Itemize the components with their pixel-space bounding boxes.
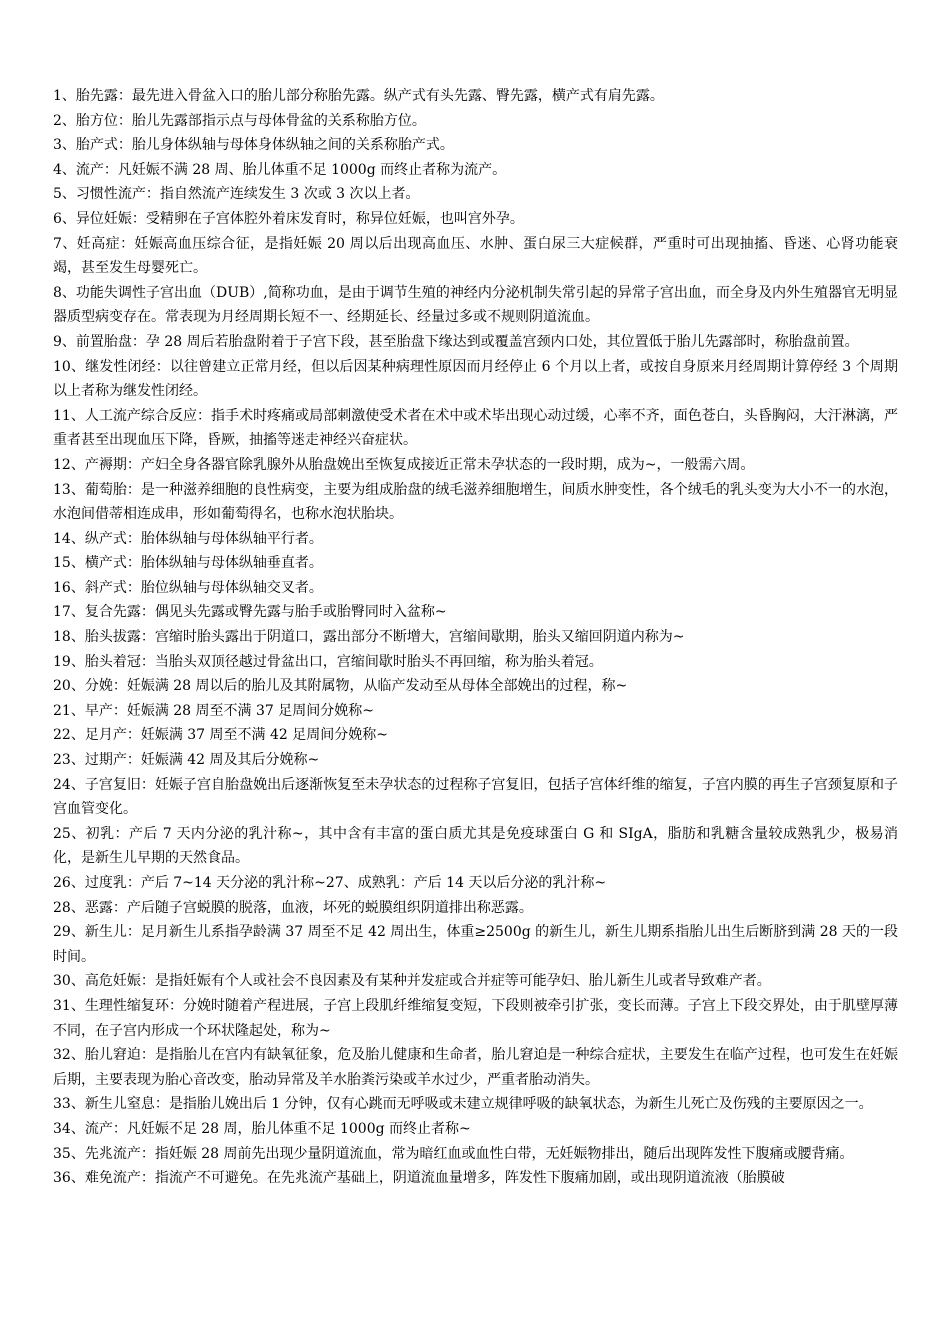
definition-item: 33、新生儿窒息：是指胎儿娩出后 1 分钟，仅有心跳而无呼吸或未建立规律呼吸的缺氧状态，为新生儿死亡及伤残的主要原因之一。 <box>53 1096 873 1113</box>
definition-item: 13、葡萄胎：是一种滋养细胞的良性病变，主要为组成胎盘的绒毛滋养细胞增生，间质水肿变性，各个绒毛的乳头变为大小不一的水泡，水泡间借蒂相连成串，形如葡萄得名，也称水泡状胎块。 <box>53 481 898 523</box>
definition-item: 29、新生儿：足月新生儿系指孕龄满 37 周至不足 42 周出生，体重≥2500g 的新生儿，新生儿期系指胎儿出生后断脐到满 28 天的一段时间。 <box>53 924 898 965</box>
definition-item: 22、足月产：妊娠满 37 周至不满 42 足周间分娩称~ <box>53 727 388 744</box>
definition-item: 9、前置胎盘：孕 28 周后若胎盘附着于子宫下段，甚至胎盘下缘达到或覆盖宫颈内口处，其位置低于胎儿先露部时，称胎盘前置。 <box>53 333 859 350</box>
definition-item: 36、难免流产：指流产不可避免。在先兆流产基础上，阴道流血量增多，阵发性下腹痛加剧，或出现阴道流液（胎膜破 <box>53 1170 785 1187</box>
definition-item: 28、恶露：产后随子宫蜕膜的脱落，血液，坏死的蜕膜组织阴道排出称恶露。 <box>53 899 533 916</box>
definition-item: 17、复合先露：偶见头先露或臀先露与胎手或胎臀同时入盆称~ <box>53 604 447 621</box>
definition-item: 31、生理性缩复环：分娩时随着产程进展，子宫上段肌纤维缩复变短，下段则被牵引扩张，变长而薄。子宫上下段交界处，由于肌壁厚薄不同，在子宫内形成一个环状隆起处，称为~ <box>53 997 898 1039</box>
definition-item: 20、分娩：妊娠满 28 周以后的胎儿及其附属物，从临产发动至从母体全部娩出的过程，称~ <box>53 678 628 695</box>
definition-item: 1、胎先露：最先进入骨盆入口的胎儿部分称胎先露。纵产式有头先露、臀先露，横产式有肩先露。 <box>53 88 664 104</box>
definition-item: 14、纵产式：胎体纵轴与母体纵轴平行者。 <box>53 530 323 547</box>
definition-item: 16、斜产式：胎位纵轴与母体纵轴交叉者。 <box>53 579 323 596</box>
definition-item: 6、异位妊娠：受精卵在子宫体腔外着床发育时，称异位妊娠，也叫宫外孕。 <box>53 210 524 227</box>
definition-item: 32、胎儿窘迫：是指胎儿在宫内有缺氧征象，危及胎儿健康和生命者，胎儿窘迫是一种综合症状，主要发生在临产过程，也可发生在妊娠后期，主要表现为胎心音改变，胎动异常及羊水胎粪污染或羊水过少，严重者胎动消失。 <box>53 1047 898 1088</box>
definition-item: 15、横产式：胎体纵轴与母体纵轴垂直者。 <box>53 555 323 572</box>
definition-item: 23、过期产：妊娠满 42 周及其后分娩称~ <box>53 752 320 769</box>
definition-item: 8、功能失调性子宫出血（DUB）,简称功血，是由于调节生殖的神经内分泌机制失常引起的异常子宫出血，而全身及内外生殖器官无明显器质型病变存在。常表现为月经周期长短不一、经期延长、经量过多或不规则阴道流血。 <box>53 284 898 326</box>
definition-item: 19、胎头着冠：当胎头双顶径越过骨盆出口，宫缩间歇时胎头不再回缩，称为胎头着冠。 <box>53 653 603 670</box>
definition-item: 34、流产：凡妊娠不足 28 周，胎儿体重不足 1000g 而终止者称~ <box>53 1120 471 1137</box>
definition-item: 35、先兆流产：指妊娠 28 周前先出现少量阴道流血，常为暗红血或血性白带，无妊娠物排出，随后出现阵发性下腹痛或腰背痛。 <box>53 1145 854 1162</box>
definition-item: 25、初乳：产后 7 天内分泌的乳汁称~，其中含有丰富的蛋白质尤其是免疫球蛋白 G 和 SIgA，脂肪和乳糖含量较成熟乳少，极易消化，是新生儿早期的天然食品。 <box>53 825 898 867</box>
definition-item: 26、过度乳：产后 7~14 天分泌的乳汁称~27、成熟乳：产后 14 天以后分泌的乳汁称~ <box>53 875 607 891</box>
definition-item: 24、子宫复旧：妊娠子宫自胎盘娩出后逐渐恢复至未孕状态的过程称子宫复旧，包括子宫体纤维的缩复，子宫内膜的再生子宫颈复原和子宫血管变化。 <box>53 776 898 818</box>
definition-item: 7、妊高症：妊娠高血压综合征，是指妊娠 20 周以后出现高血压、水肿、蛋白尿三大症候群，严重时可出现抽搐、昏迷、心肾功能衰竭，甚至发生母婴死亡。 <box>53 235 898 277</box>
document-body <box>53 84 898 1191</box>
definition-item: 21、早产：妊娠满 28 周至不满 37 足周间分娩称~ <box>53 702 374 719</box>
definition-item: 30、高危妊娠：是指妊娠有个人或社会不良因素及有某种并发症或合并症等可能孕妇、胎儿新生儿或者导致难产者。 <box>53 973 771 990</box>
definition-item: 3、胎产式：胎儿身体纵轴与母体身体纵轴之间的关系称胎产式。 <box>53 137 454 154</box>
definition-item: 10、继发性闭经：以往曾建立正常月经，但以后因某种病理性原因而月经停止 6 个月以上者，或按自身原来月经周期计算停经 3 个周期以上者称为继发性闭经。 <box>53 358 898 400</box>
definition-item: 2、胎方位：胎儿先露部指示点与母体骨盆的关系称胎方位。 <box>53 112 426 129</box>
definition-item: 4、流产：凡妊娠不满 28 周、胎儿体重不足 1000g 而终止者称为流产。 <box>53 161 507 178</box>
definition-item: 11、人工流产综合反应：指手术时疼痛或局部刺激使受术者在术中或术毕出现心动过缓，心率不齐，面色苍白，头昏胸闷，大汗淋漓，严重者甚至出现血压下降，昏厥，抽搐等迷走神经兴奋症状。 <box>53 407 898 449</box>
definition-item: 5、习惯性流产：指自然流产连续发生 3 次或 3 次以上者。 <box>53 186 420 203</box>
definition-item: 12、产褥期：产妇全身各器官除乳腺外从胎盘娩出至恢复成接近正常未孕状态的一段时期，成为~，一般需六周。 <box>53 456 755 473</box>
definition-item: 18、胎头拔露：宫缩时胎头露出于阴道口，露出部分不断增大，宫缩间歇期，胎头又缩回阴道内称为~ <box>53 629 685 646</box>
